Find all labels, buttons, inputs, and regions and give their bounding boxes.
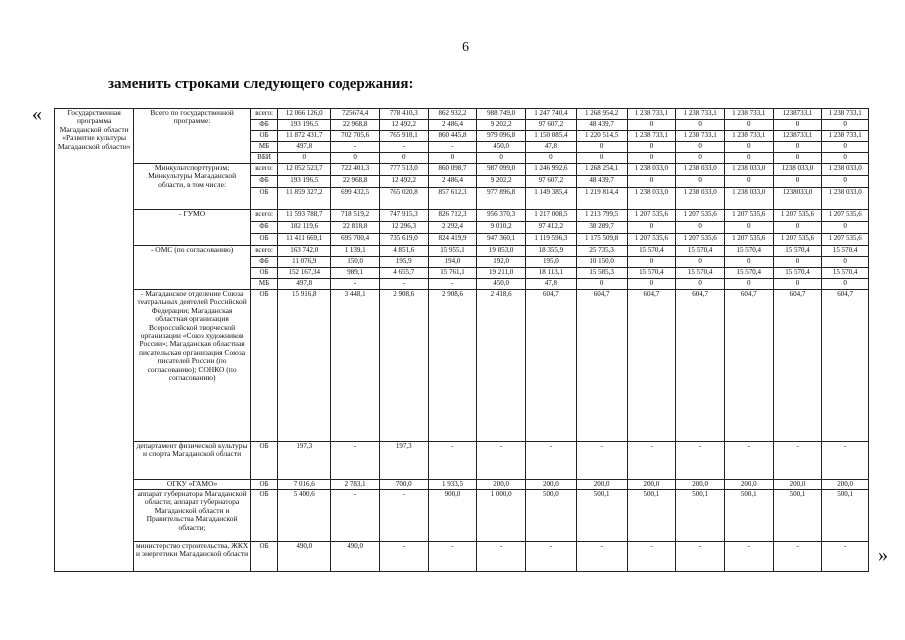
amount-cell: 604,7 — [576, 290, 627, 442]
executor-cell: - ГУМО — [134, 210, 250, 246]
amount-cell: 193 196,5 — [278, 176, 331, 188]
amount-cell: 699 432,5 — [331, 188, 380, 210]
amount-cell: 988 749,0 — [477, 109, 526, 120]
amount-cell: - — [525, 542, 576, 572]
amount-cell: - — [822, 542, 869, 572]
amount-cell: 1 238 033,0 — [724, 188, 773, 210]
amount-cell: 97 607,2 — [525, 120, 576, 131]
funding-source-cell: всего: — [250, 246, 278, 257]
amount-cell: 1 238 733,1 — [724, 109, 773, 120]
amount-cell: 989,1 — [331, 268, 380, 279]
amount-cell: 195,9 — [379, 257, 428, 268]
amount-cell: 15 570,4 — [724, 246, 773, 257]
amount-cell: 22 968,8 — [331, 120, 380, 131]
amount-cell: 718 519,2 — [331, 210, 380, 222]
amount-cell: 194,0 — [428, 257, 477, 268]
amount-cell: 97 412,2 — [525, 222, 576, 234]
funding-source-cell: ОБ — [250, 490, 278, 542]
amount-cell: 1 207 535,6 — [773, 234, 822, 246]
amount-cell: 48 439,7 — [576, 176, 627, 188]
amount-cell: 4 851,6 — [379, 246, 428, 257]
amount-cell: 15 570,4 — [724, 268, 773, 279]
amount-cell: 765 020,8 — [379, 188, 428, 210]
amount-cell: 19 853,0 — [477, 246, 526, 257]
amount-cell: 192,0 — [477, 257, 526, 268]
amount-cell: 1238733,1 — [773, 109, 822, 120]
amount-cell: 15 570,4 — [627, 246, 676, 257]
amount-cell: - — [676, 442, 725, 480]
amount-cell: 857 612,3 — [428, 188, 477, 210]
amount-cell: 15 955,1 — [428, 246, 477, 257]
amount-cell: 197,3 — [278, 442, 331, 480]
amount-cell: 1 238 733,1 — [724, 131, 773, 142]
amount-cell: 900,0 — [428, 490, 477, 542]
amount-cell: 0 — [822, 142, 869, 153]
amount-cell: 9 010,2 — [477, 222, 526, 234]
amount-cell: 977 896,8 — [477, 188, 526, 210]
amount-cell: 735 619,0 — [379, 234, 428, 246]
amount-cell: 1 238 033,0 — [724, 164, 773, 176]
funding-source-cell: ОБ — [250, 290, 278, 442]
amount-cell: 200,0 — [525, 480, 576, 490]
amount-cell: 12 296,3 — [379, 222, 428, 234]
amount-cell: 1 119 596,3 — [525, 234, 576, 246]
amount-cell: 604,7 — [676, 290, 725, 442]
amount-cell: - — [428, 142, 477, 153]
amount-cell: 0 — [773, 279, 822, 290]
amount-cell: 193 196,5 — [278, 120, 331, 131]
funding-source-cell: ОБ — [250, 542, 278, 572]
amount-cell: 38 289,7 — [576, 222, 627, 234]
amount-cell: 197,3 — [379, 442, 428, 480]
funding-source-cell: ОБ — [250, 131, 278, 142]
amount-cell: - — [379, 142, 428, 153]
amount-cell: 0 — [576, 142, 627, 153]
amount-cell: 182 119,6 — [278, 222, 331, 234]
amount-cell: 450,0 — [477, 142, 526, 153]
table-row — [55, 542, 869, 572]
executor-cell: - ОМС (по согласованию) — [134, 246, 250, 290]
amount-cell: 15 570,4 — [822, 246, 869, 257]
amount-cell: 777 513,0 — [379, 164, 428, 176]
amount-cell: 1 238 733,1 — [822, 131, 869, 142]
amount-cell: 1 246 992,6 — [525, 164, 576, 176]
funding-source-cell: ФБ — [250, 120, 278, 131]
amount-cell: 48 439,7 — [576, 120, 627, 131]
amount-cell: 5 400,6 — [278, 490, 331, 542]
amount-cell: 1 207 535,6 — [724, 234, 773, 246]
amount-cell: 860 098,7 — [428, 164, 477, 176]
amount-cell: 15 761,1 — [428, 268, 477, 279]
amount-cell: 0 — [773, 222, 822, 234]
amount-cell: 1 247 740,4 — [525, 109, 576, 120]
amount-cell: 500,0 — [525, 490, 576, 542]
amount-cell: 0 — [773, 142, 822, 153]
amount-cell: - — [525, 442, 576, 480]
amount-cell: 47,8 — [525, 142, 576, 153]
amount-cell: - — [428, 442, 477, 480]
amount-cell: 0 — [822, 153, 869, 164]
amount-cell: 0 — [331, 153, 380, 164]
amount-cell: 2 908,6 — [379, 290, 428, 442]
amount-cell: 15 570,4 — [676, 246, 725, 257]
amount-cell: 1 139,1 — [331, 246, 380, 257]
amount-cell: 0 — [724, 153, 773, 164]
amount-cell: 604,7 — [525, 290, 576, 442]
funding-source-cell: ОБ — [250, 234, 278, 246]
amount-cell: 1 150 085,4 — [525, 131, 576, 142]
amount-cell: - — [379, 542, 428, 572]
amount-cell: 500,1 — [576, 490, 627, 542]
amount-cell: - — [724, 542, 773, 572]
amount-cell: 200,0 — [576, 480, 627, 490]
opening-quote: « — [32, 103, 42, 125]
amount-cell: - — [428, 542, 477, 572]
amount-cell: - — [576, 542, 627, 572]
amount-cell: 497,8 — [278, 279, 331, 290]
table-row — [55, 442, 869, 480]
amount-cell: 0 — [627, 120, 676, 131]
amount-cell: - — [477, 442, 526, 480]
amount-cell: 862 932,2 — [428, 109, 477, 120]
amount-cell: 11 872 431,7 — [278, 131, 331, 142]
funding-source-cell: ФБ — [250, 257, 278, 268]
amount-cell: - — [822, 442, 869, 480]
amount-cell: 163 742,0 — [278, 246, 331, 257]
amount-cell: 0 — [627, 257, 676, 268]
amount-cell: 1 217 008,5 — [525, 210, 576, 222]
amount-cell: 490,0 — [331, 542, 380, 572]
amount-cell: 1 238 033,0 — [676, 164, 725, 176]
amount-cell: 97 607,2 — [525, 176, 576, 188]
amount-cell: 1 207 535,6 — [676, 234, 725, 246]
amount-cell: 0 — [676, 176, 725, 188]
amount-cell: 0 — [724, 257, 773, 268]
funding-source-cell: всего: — [250, 164, 278, 176]
amount-cell: 604,7 — [822, 290, 869, 442]
amount-cell: 1238 033,0 — [773, 164, 822, 176]
amount-cell: 0 — [676, 153, 725, 164]
amount-cell: - — [676, 542, 725, 572]
amount-cell: - — [724, 442, 773, 480]
table-row — [55, 109, 869, 120]
amount-cell: 0 — [773, 120, 822, 131]
amount-cell: 15 570,4 — [627, 268, 676, 279]
amount-cell: 0 — [576, 279, 627, 290]
amount-cell: 12 066 126,0 — [278, 109, 331, 120]
amount-cell: 0 — [822, 257, 869, 268]
amount-cell: 0 — [822, 279, 869, 290]
executor-cell: Всего по государственной программе: — [134, 109, 250, 164]
amount-cell: - — [576, 442, 627, 480]
amount-cell: 0 — [627, 142, 676, 153]
amount-cell: 11 859 327,2 — [278, 188, 331, 210]
amount-cell: 200,0 — [822, 480, 869, 490]
amount-cell: 0 — [627, 222, 676, 234]
amount-cell: 1 219 814,4 — [576, 188, 627, 210]
amount-cell: 0 — [576, 153, 627, 164]
amount-cell: 195,0 — [525, 257, 576, 268]
amount-cell: 1 207 535,6 — [822, 210, 869, 222]
funding-source-cell: всего: — [250, 210, 278, 222]
amount-cell: 19 211,0 — [477, 268, 526, 279]
amount-cell: 1 238 733,1 — [627, 109, 676, 120]
amount-cell: 2 783,1 — [331, 480, 380, 490]
amount-cell: 3 448,1 — [331, 290, 380, 442]
amount-cell: - — [331, 279, 380, 290]
amount-cell: 1238733,1 — [773, 131, 822, 142]
amount-cell: 1 207 535,6 — [676, 210, 725, 222]
amount-cell: - — [428, 279, 477, 290]
amount-cell: 1 207 535,6 — [773, 210, 822, 222]
amount-cell: 2 292,4 — [428, 222, 477, 234]
amount-cell: 4 655,7 — [379, 268, 428, 279]
funding-source-cell: ОБ — [250, 442, 278, 480]
amount-cell: 0 — [724, 176, 773, 188]
amount-cell: 15 585,3 — [576, 268, 627, 279]
amount-cell: 979 096,8 — [477, 131, 526, 142]
executor-cell: Минкультспорттуризм; Минкультуры Магаданской области, в том числе: — [134, 164, 250, 210]
amount-cell: 0 — [428, 153, 477, 164]
table-row — [55, 210, 869, 222]
amount-cell: 1 238 033,0 — [822, 188, 869, 210]
amount-cell: 2 486,4 — [428, 120, 477, 131]
amount-cell: 1 268 954,2 — [576, 109, 627, 120]
amount-cell: 0 — [773, 257, 822, 268]
amount-cell: 1 238 733,1 — [676, 109, 725, 120]
amount-cell: - — [331, 490, 380, 542]
amount-cell: 1238033,0 — [773, 188, 822, 210]
amount-cell: 22 968,8 — [331, 176, 380, 188]
amount-cell: 1 933,5 — [428, 480, 477, 490]
amount-cell: 200,0 — [724, 480, 773, 490]
amount-cell: 15 570,4 — [676, 268, 725, 279]
amount-cell: 450,0 — [477, 279, 526, 290]
amount-cell: 1 207 535,6 — [724, 210, 773, 222]
executor-cell: министерство строительства, ЖКХ и энергетики Магаданской области — [134, 542, 250, 572]
amount-cell: 0 — [822, 222, 869, 234]
amount-cell: 18 113,1 — [525, 268, 576, 279]
amount-cell: 1 238 733,1 — [676, 131, 725, 142]
amount-cell: 604,7 — [627, 290, 676, 442]
amount-cell: - — [773, 442, 822, 480]
amount-cell: 1 213 799,5 — [576, 210, 627, 222]
amount-cell: 1 207 535,6 — [627, 234, 676, 246]
amount-cell: 1 238 733,1 — [627, 131, 676, 142]
amount-cell: 1 238 033,0 — [822, 164, 869, 176]
amount-cell: 12 492,2 — [379, 176, 428, 188]
amount-cell: 500,1 — [773, 490, 822, 542]
amount-cell: - — [379, 490, 428, 542]
page-number: 6 — [462, 40, 469, 55]
amount-cell: 702 705,6 — [331, 131, 380, 142]
executor-cell: ОГКУ «ГАМО» — [134, 480, 250, 490]
amount-cell: 1 149 385,4 — [525, 188, 576, 210]
amount-cell: 500,1 — [724, 490, 773, 542]
amount-cell: 947 360,1 — [477, 234, 526, 246]
amount-cell: 0 — [278, 153, 331, 164]
executor-cell: аппарат губернатора Магаданской области; аппарат губернатора Магаданской области и Правительства Магаданской области; — [134, 490, 250, 542]
amount-cell: 12 052 523,7 — [278, 164, 331, 176]
amount-cell: - — [773, 542, 822, 572]
amount-cell: 200,0 — [627, 480, 676, 490]
amount-cell: 200,0 — [676, 480, 725, 490]
amount-cell: 860 445,8 — [428, 131, 477, 142]
amount-cell: 0 — [627, 279, 676, 290]
amount-cell: 15 570,4 — [822, 268, 869, 279]
amount-cell: 15 570,4 — [773, 246, 822, 257]
amount-cell: 1 207 535,6 — [822, 234, 869, 246]
amount-cell: 152 167,34 — [278, 268, 331, 279]
amount-cell: 0 — [379, 153, 428, 164]
amount-cell: 0 — [627, 153, 676, 164]
amount-cell: 2 908,6 — [428, 290, 477, 442]
amount-cell: 2 418,6 — [477, 290, 526, 442]
amount-cell: 22 818,8 — [331, 222, 380, 234]
amount-cell: 1 238 033,0 — [627, 188, 676, 210]
amount-cell: 0 — [724, 120, 773, 131]
amount-cell: 987 099,0 — [477, 164, 526, 176]
amount-cell: 0 — [773, 176, 822, 188]
funding-source-cell: ВБИ — [250, 153, 278, 164]
amount-cell: 9 202,2 — [477, 176, 526, 188]
executor-cell: - Магаданское отделение Союза театральных деятелей Российской Федерации; Магаданская областная организация Всероссийской творческой организации «Союз художников России»; Магаданская областная писательская организация Союза писателей России (по согласованию); СОНКО (по согласованию) — [134, 290, 250, 442]
amount-cell: 0 — [822, 120, 869, 131]
amount-cell: 1 238 733,1 — [822, 109, 869, 120]
amount-cell: 200,0 — [773, 480, 822, 490]
funding-source-cell: ОБ — [250, 480, 278, 490]
amount-cell: 150,0 — [331, 257, 380, 268]
funding-source-cell: всего: — [250, 109, 278, 120]
funding-source-cell: ФБ — [250, 222, 278, 234]
amount-cell: 15 916,8 — [278, 290, 331, 442]
amount-cell: 500,1 — [627, 490, 676, 542]
amount-cell: 695 700,4 — [331, 234, 380, 246]
intro-text: заменить строками следующего содержания: — [108, 76, 414, 92]
amount-cell: 18 355,9 — [525, 246, 576, 257]
amount-cell: 722 401,3 — [331, 164, 380, 176]
amount-cell: 1 000,0 — [477, 490, 526, 542]
amount-cell: 1 207 535,6 — [627, 210, 676, 222]
amount-cell: 490,0 — [278, 542, 331, 572]
amount-cell: 1 238 033,0 — [676, 188, 725, 210]
amount-cell: 1 268 254,1 — [576, 164, 627, 176]
amount-cell: 0 — [676, 222, 725, 234]
amount-cell: 0 — [676, 257, 725, 268]
budget-table — [54, 108, 869, 572]
funding-source-cell: МБ — [250, 279, 278, 290]
amount-cell: 1 238 033,0 — [627, 164, 676, 176]
amount-cell: - — [477, 542, 526, 572]
amount-cell: 11 593 788,7 — [278, 210, 331, 222]
closing-quote: » — [878, 544, 888, 566]
amount-cell: 0 — [627, 176, 676, 188]
amount-cell: 1 175 509,8 — [576, 234, 627, 246]
table-row — [55, 164, 869, 176]
amount-cell: - — [379, 279, 428, 290]
amount-cell: 9 202,2 — [477, 120, 526, 131]
funding-source-cell: ОБ — [250, 268, 278, 279]
amount-cell: 0 — [676, 120, 725, 131]
funding-source-cell: ОБ — [250, 188, 278, 210]
amount-cell: 725674,4 — [331, 109, 380, 120]
amount-cell: 0 — [773, 153, 822, 164]
table-row — [55, 290, 869, 442]
amount-cell: 765 918,1 — [379, 131, 428, 142]
amount-cell: 47,8 — [525, 279, 576, 290]
amount-cell: 500,1 — [676, 490, 725, 542]
amount-cell: 0 — [676, 279, 725, 290]
funding-source-cell: ФБ — [250, 176, 278, 188]
table-row — [55, 246, 869, 257]
amount-cell: 604,7 — [773, 290, 822, 442]
amount-cell: 0 — [724, 222, 773, 234]
amount-cell: 500,1 — [822, 490, 869, 542]
amount-cell: 778 410,3 — [379, 109, 428, 120]
amount-cell: 0 — [525, 153, 576, 164]
amount-cell: 826 712,3 — [428, 210, 477, 222]
table-row — [55, 480, 869, 490]
amount-cell: 11 411 669,1 — [278, 234, 331, 246]
amount-cell: 0 — [822, 176, 869, 188]
amount-cell: 11 076,9 — [278, 257, 331, 268]
table-row — [55, 490, 869, 542]
amount-cell: - — [627, 442, 676, 480]
amount-cell: 200,0 — [477, 480, 526, 490]
amount-cell: 15 570,4 — [773, 268, 822, 279]
amount-cell: 497,8 — [278, 142, 331, 153]
amount-cell: 0 — [724, 142, 773, 153]
amount-cell: 0 — [724, 279, 773, 290]
amount-cell: 12 492,2 — [379, 120, 428, 131]
amount-cell: 604,7 — [724, 290, 773, 442]
amount-cell: 747 915,3 — [379, 210, 428, 222]
amount-cell: 25 735,3 — [576, 246, 627, 257]
amount-cell: 700,0 — [379, 480, 428, 490]
funding-source-cell: МБ — [250, 142, 278, 153]
program-name-cell: Государственная программа Магаданской области «Развитие культуры Магаданской области» — [55, 109, 134, 572]
amount-cell: 2 486,4 — [428, 176, 477, 188]
executor-cell: департамент физической культуры и спорта Магаданской области — [134, 442, 250, 480]
amount-cell: 0 — [676, 142, 725, 153]
amount-cell: - — [331, 442, 380, 480]
amount-cell: 0 — [477, 153, 526, 164]
amount-cell: 824 419,9 — [428, 234, 477, 246]
amount-cell: - — [331, 142, 380, 153]
amount-cell: 1 220 514,5 — [576, 131, 627, 142]
amount-cell: - — [627, 542, 676, 572]
amount-cell: 7 016,6 — [278, 480, 331, 490]
amount-cell: 956 370,3 — [477, 210, 526, 222]
amount-cell: 10 150,0 — [576, 257, 627, 268]
